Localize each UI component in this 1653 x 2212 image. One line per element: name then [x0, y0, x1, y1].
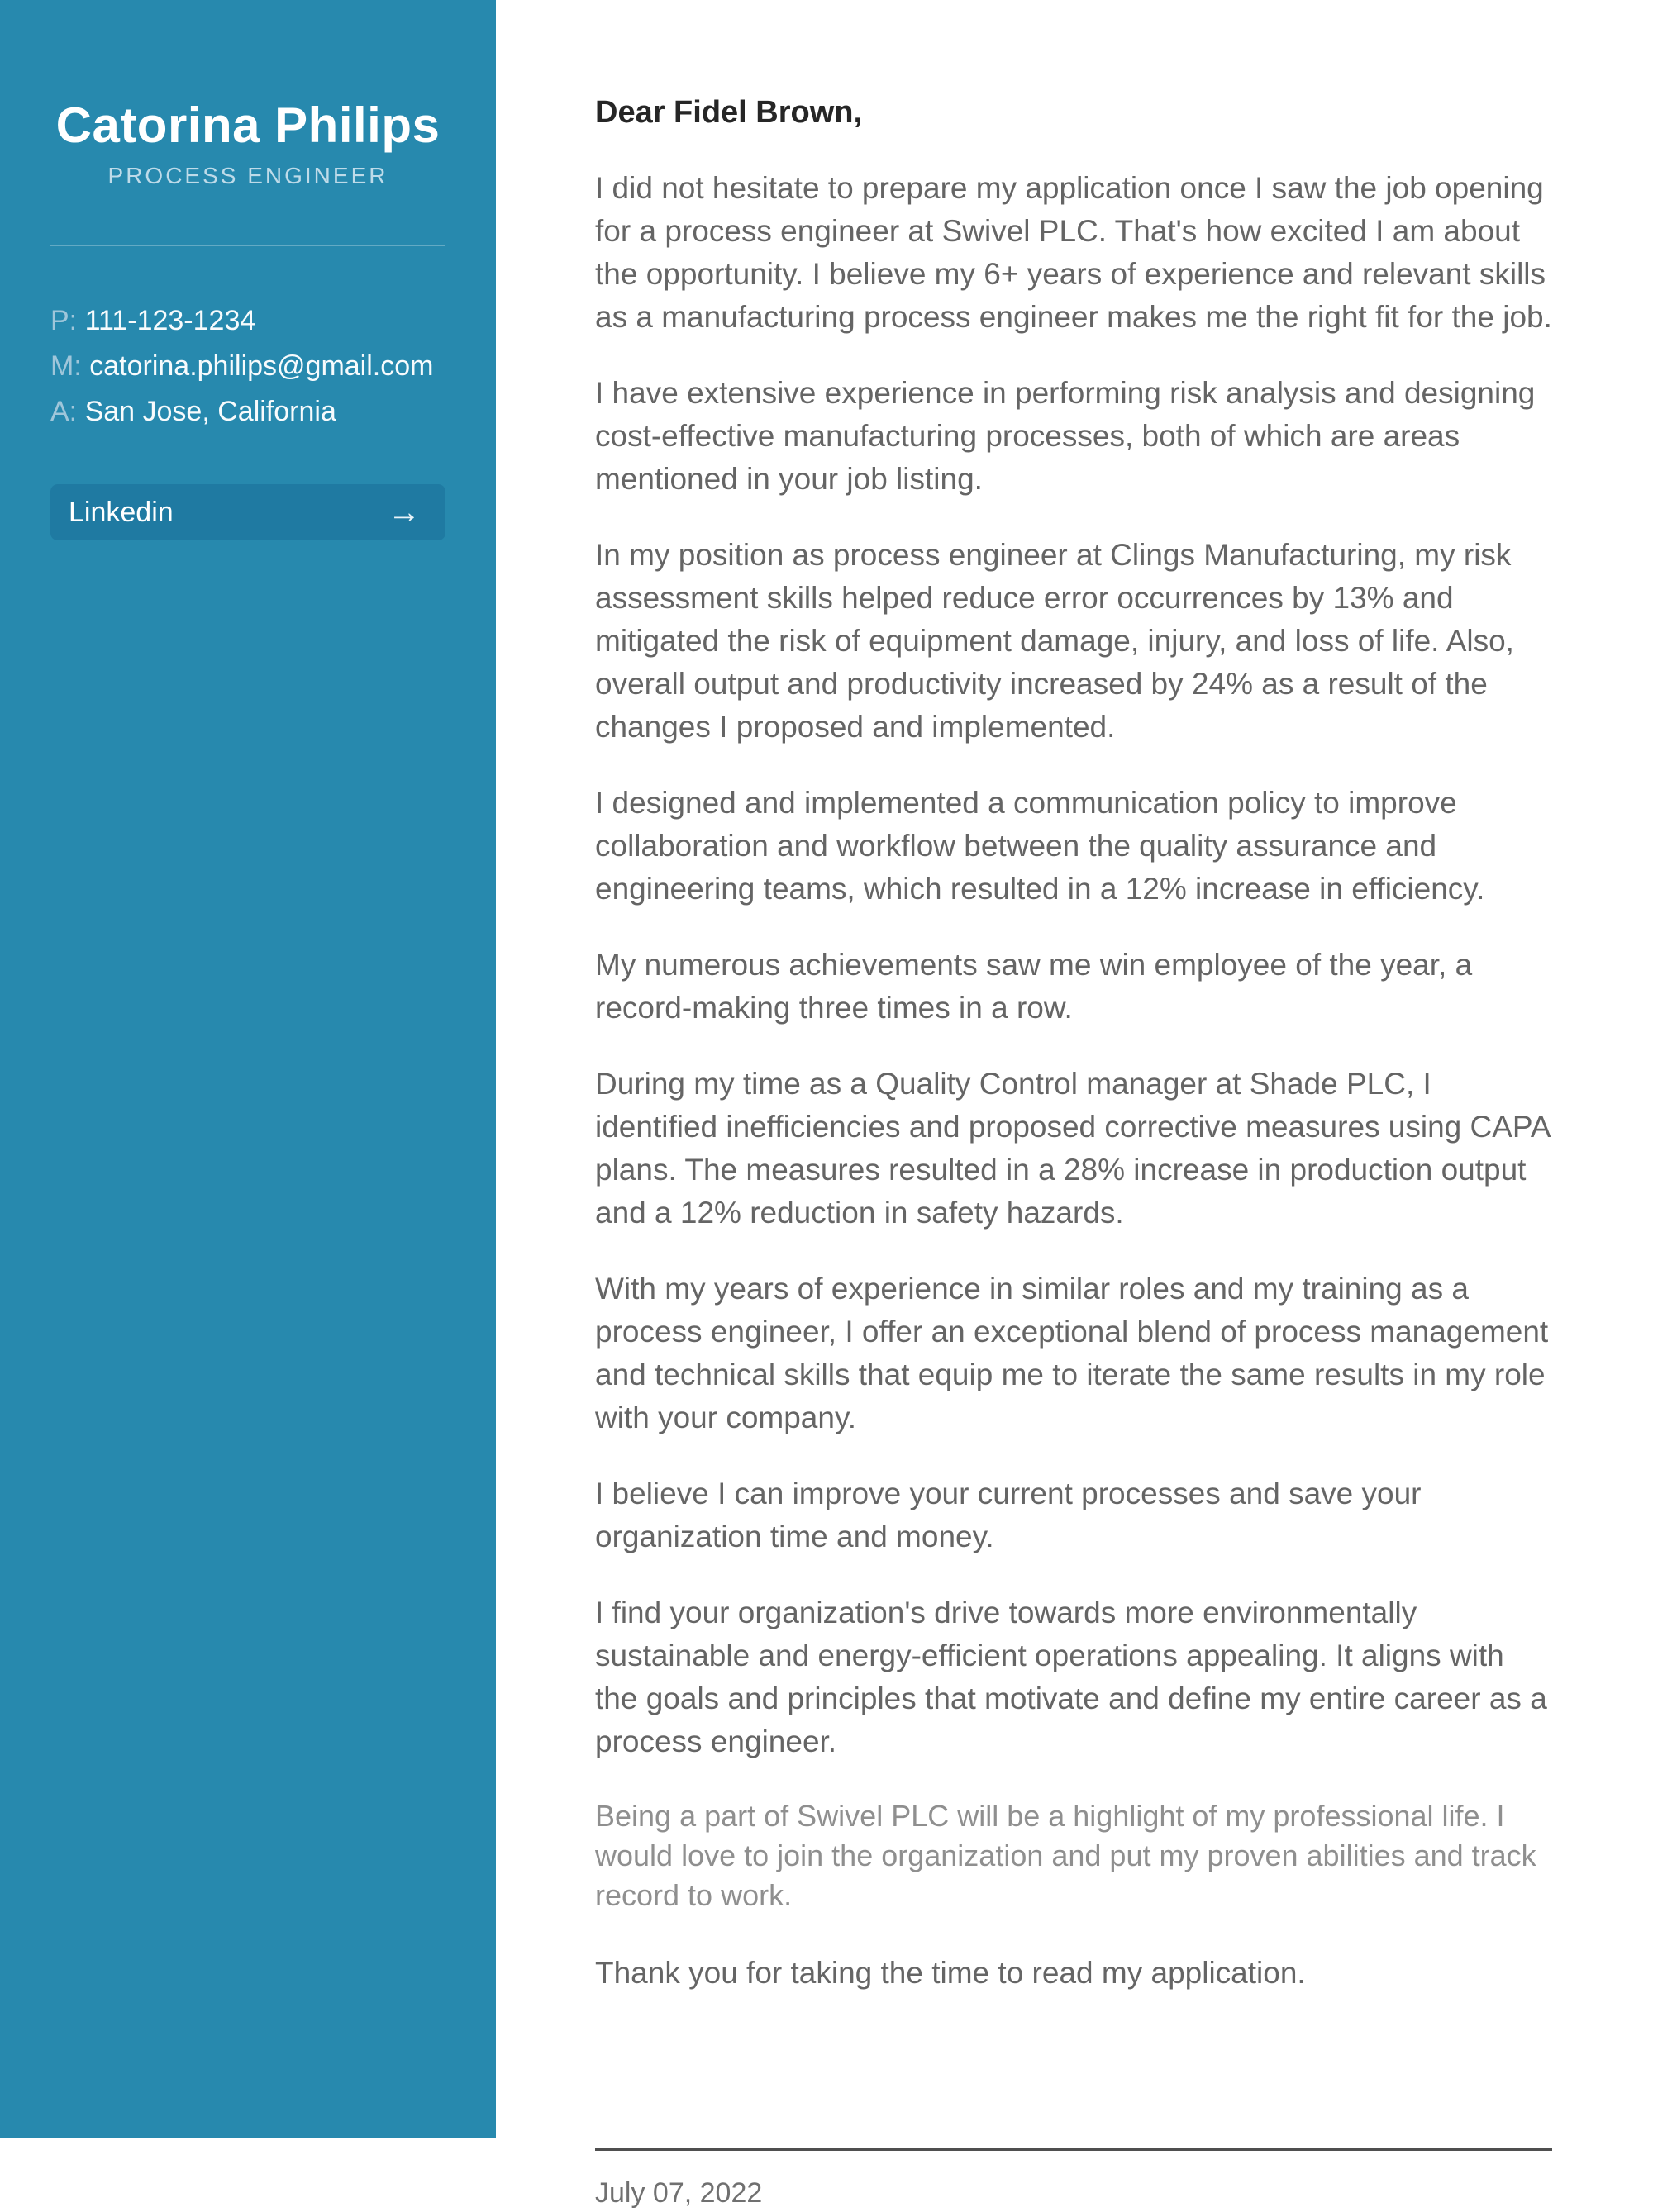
- linkedin-button-label: Linkedin: [69, 496, 174, 528]
- paragraph-2: I have extensive experience in performing risk analysis and designing cost-effective manufacturing processes, both of which are areas mentioned in your job listing.: [595, 376, 1536, 496]
- contact-phone: [50, 298, 463, 344]
- contact-info: [50, 298, 463, 435]
- paragraph-9: I find your organization's drive towards more environmentally sustainable and energy-efficient operations appealing. It aligns with the goals and principles that motivate and define my entire career as a process engineer.: [595, 1596, 1547, 1758]
- paragraph-8: I believe I can improve your current processes and save your organization time and money.: [595, 1477, 1422, 1553]
- paragraph-7: With my years of experience in similar roles and my training as a process engineer, I offer an exceptional blend of process management and technical skills that equip me to iterate the same results in my role with your company.: [595, 1272, 1549, 1434]
- letter-date: July 07, 2022: [595, 2177, 763, 2209]
- person-name: Catorina Philips: [55, 98, 441, 153]
- paragraph-4: I designed and implemented a communication policy to improve collaboration and workflow between the quality assurance and engineering teams, which resulted in a 12% increase in efficiency.: [595, 786, 1485, 906]
- closing-note: Being a part of Swivel PLC will be a highlight of my professional life. I would love to join the organization and put my proven abilities and track record to work.: [595, 1799, 1536, 1912]
- paragraph-6: During my time as a Quality Control manager at Shade PLC, I identified inefficiencies and proposed corrective measures using CAPA plans. The measures resulted in a 28% increase in production output and a 12% reduction in safety hazards.: [595, 1067, 1550, 1230]
- contact-email: [50, 344, 463, 389]
- sidebar: [0, 0, 496, 2138]
- date-divider: [595, 2148, 1552, 2151]
- paragraph-5: My numerous achievements saw me win employee of the year, a record-making three times in a row.: [595, 948, 1473, 1025]
- phone-value: 111-123-1234: [84, 305, 256, 336]
- contact-address: [50, 389, 463, 435]
- linkedin-button[interactable]: [50, 484, 445, 540]
- email-label: M:: [50, 350, 82, 382]
- paragraph-3: In my position as process engineer at Clings Manufacturing, my risk assessment skills helped reduce error occurrences by 13% and mitigated the risk of equipment damage, injury, and loss of life. Also, overall output and productivity increased by 24% as a result of the changes I proposed and implemented.: [595, 538, 1514, 744]
- thanks-line: Thank you for taking the time to read my application.: [595, 1956, 1306, 1990]
- salutation: Dear Fidel Brown,: [595, 95, 863, 130]
- letter-body: [595, 0, 1552, 2212]
- address-value: San Jose, California: [84, 396, 336, 427]
- address-label: A:: [50, 396, 78, 427]
- phone-label: P:: [50, 305, 78, 336]
- sidebar-divider: [50, 245, 445, 246]
- paragraph-1: I did not hesitate to prepare my application once I saw the job opening for a process engineer at Swivel PLC. That's how excited I am about the opportunity. I believe my 6+ years of experience and relevant skills as a manufacturing process engineer makes me the right fit for the job.: [595, 171, 1552, 334]
- person-job-title: PROCESS ENGINEER: [107, 163, 388, 188]
- email-value: catorina.philips@gmail.com: [89, 350, 434, 382]
- arrow-right-icon: →: [388, 494, 421, 530]
